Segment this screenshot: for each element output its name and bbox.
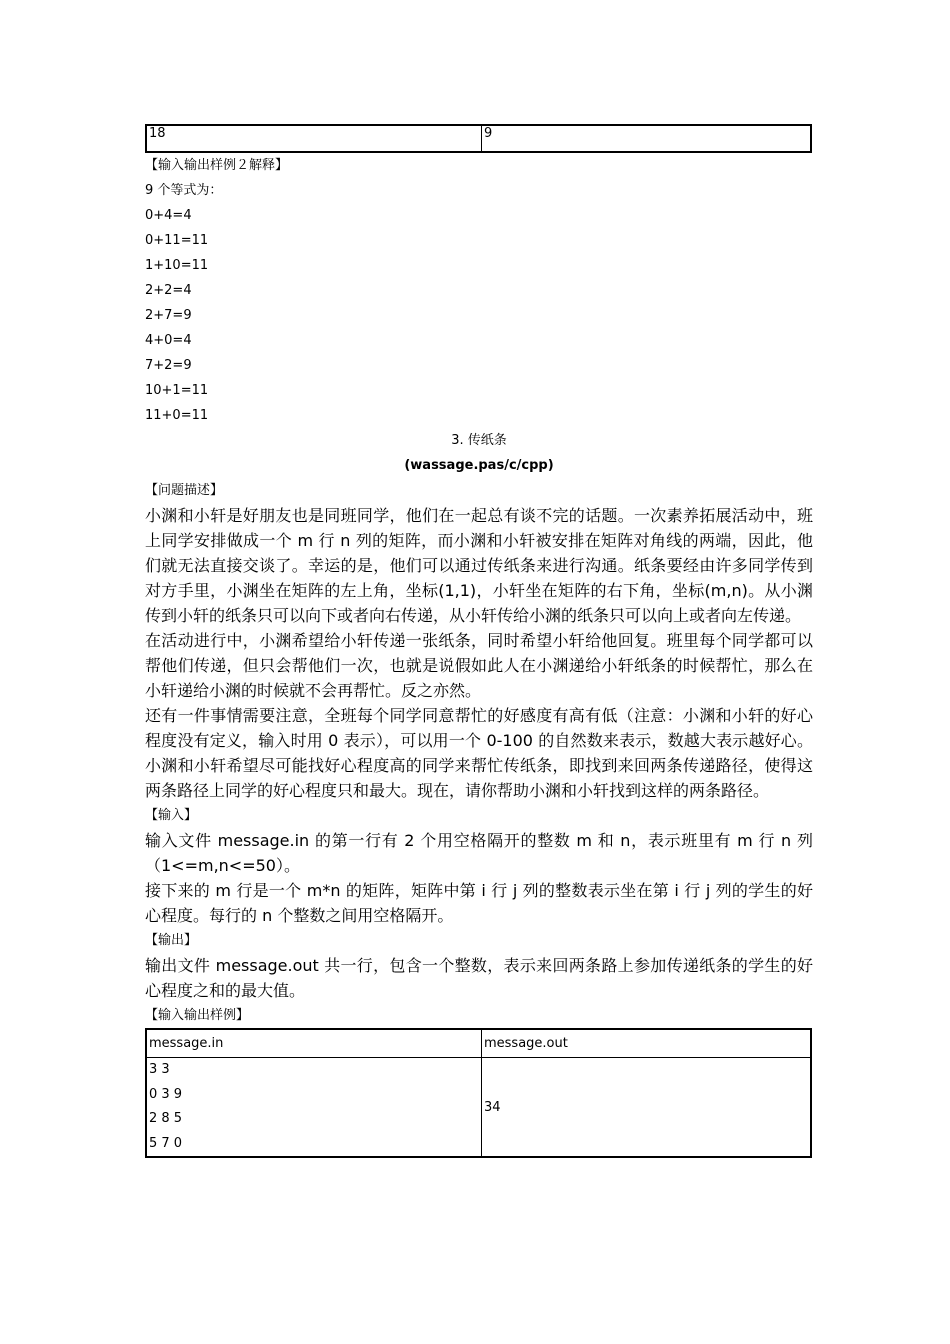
- sample-input-line: 3 3: [149, 1062, 170, 1077]
- problem-title: 3. 传纸条: [451, 433, 507, 448]
- equation: 2+7=9: [145, 308, 192, 323]
- document-body: [145, 0, 813, 1158]
- equation: 10+1=11: [145, 383, 209, 398]
- section-description-heading: 【问题描述】: [145, 483, 224, 498]
- equation-list: [145, 203, 813, 428]
- section-input-heading: 【输入】: [145, 808, 198, 823]
- output-paragraph: 输出文件 message.out 共一行，包含一个整数，表示来回两条路上参加传递纸条的学生的好心程度之和的最大值。: [145, 956, 813, 1000]
- input-paragraph: 接下来的 m 行是一个 m*n 的矩阵，矩阵中第 i 行 j 列的整数表示坐在第 i 行 j 列的学生的好心程度。每行的 n 个整数之间用空格隔开。: [145, 881, 813, 925]
- equation: 4+0=4: [145, 333, 192, 348]
- input-paragraph: 输入文件 message.in 的第一行有 2 个用空格隔开的整数 m 和 n，表示班里有 m 行 n 列（1<=m,n<=50）。: [145, 831, 813, 875]
- equation: 0+4=4: [145, 208, 192, 223]
- sample-table: [145, 1028, 812, 1158]
- example2-intro: 9 个等式为：: [145, 183, 223, 198]
- description-paragraph: 在活动进行中，小渊希望给小轩传递一张纸条，同时希望小轩给他回复。班里每个同学都可以帮他们传递，但只会帮他们一次，也就是说假如此人在小渊递给小轩纸条的时候帮忙，那么在小轩递给小渊的时候就不会再帮忙。反之亦然。: [145, 631, 813, 700]
- problem-subtitle: (wassage.pas/c/cpp): [404, 458, 554, 473]
- description-paragraph: 小渊和小轩是好朋友也是同班同学，他们在一起总有谈不完的话题。一次素养拓展活动中，班上同学安排做成一个 m 行 n 列的矩阵，而小渊和小轩被安排在矩阵对角线的两端，因此，他们就无法直接交谈了。幸运的是，他们可以通过传纸条来进行沟通。纸条要经由许多同学传到对方手里，小渊坐在矩阵的左上角，坐标(1,1)，小轩坐在矩阵的右下角，坐标(m,n)。从小渊传到小轩的纸条只可以向下或者向右传递，从小轩传给小渊的纸条只可以向上或者向左传递。: [145, 506, 813, 625]
- equation: 1+10=11: [145, 258, 209, 273]
- description-paragraph: 还有一件事情需要注意，全班每个同学同意帮忙的好感度有高有低（注意：小渊和小轩的好心程度没有定义，输入时用 0 表示），可以用一个 0-100 的自然数来表示，数越大表示越好心。小渊和小轩希望尽可能找好心程度高的同学来帮忙传纸条，即找到来回两条传递路径，使得这两条路径上同学的好心程度只和最大。现在，请你帮助小渊和小轩找到这样的两条路径。: [145, 706, 813, 800]
- equation: 7+2=9: [145, 358, 192, 373]
- equation: 11+0=11: [145, 408, 209, 423]
- sample-input-line: 2 8 5: [149, 1111, 183, 1126]
- top-table-left-cell: 18: [146, 125, 482, 152]
- top-table-right-cell: 9: [482, 125, 812, 152]
- sample-header-out: message.out: [482, 1029, 812, 1058]
- sample-input-line: 5 7 0: [149, 1135, 183, 1151]
- sample-input-cell: [146, 1058, 482, 1158]
- sample-header-in: message.in: [146, 1029, 482, 1058]
- top-table: [145, 124, 812, 153]
- section-output-heading: 【输出】: [145, 933, 198, 948]
- section-example-heading: 【输入输出样例】: [145, 1008, 250, 1023]
- example2-heading: 【输入输出样例２解释】: [145, 158, 289, 173]
- sample-input-line: 0 3 9: [149, 1086, 183, 1102]
- equation: 0+11=11: [145, 233, 209, 248]
- sample-output-cell: 34: [482, 1058, 812, 1158]
- equation: 2+2=4: [145, 283, 192, 298]
